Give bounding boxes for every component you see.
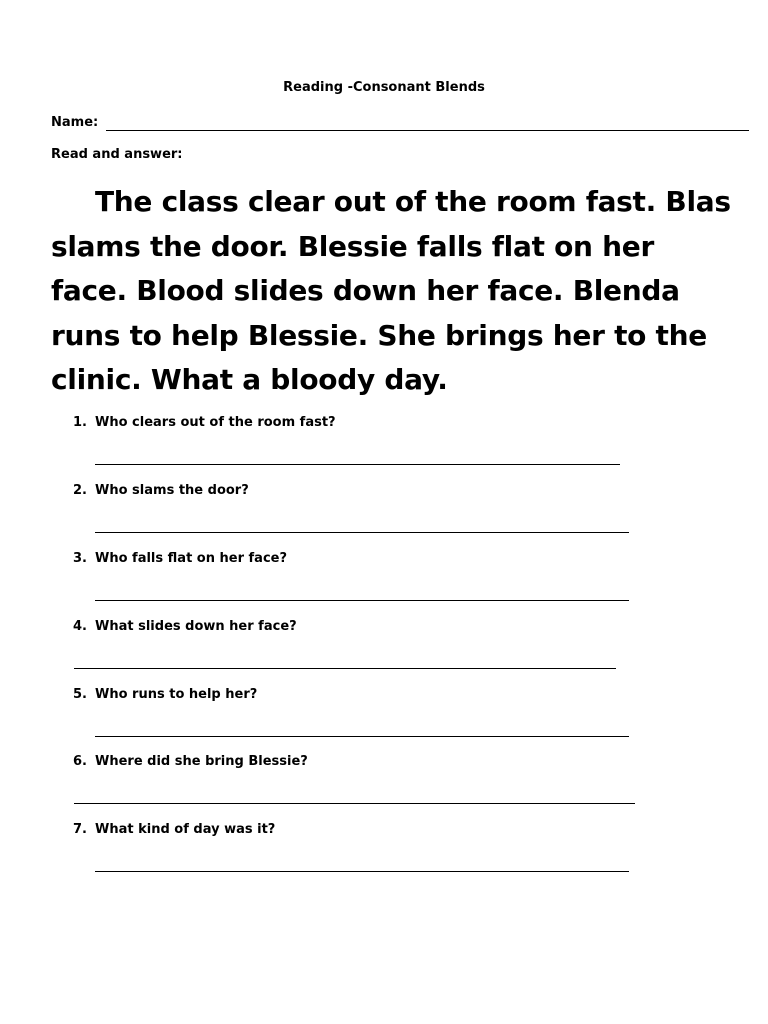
- question-number: 7.: [73, 822, 87, 837]
- name-row: [51, 115, 701, 133]
- question-number: 3.: [73, 551, 87, 566]
- instructions: Read and answer:: [51, 147, 183, 162]
- question-text: Who falls flat on her face?: [95, 551, 288, 566]
- passage-line: slams the door. Blessie falls flat on her: [51, 229, 654, 263]
- answer-line-3: [95, 600, 629, 601]
- question-text: What kind of day was it?: [95, 822, 276, 837]
- question-number: 2.: [73, 483, 87, 498]
- passage-line: clinic. What a bloody day.: [51, 363, 448, 396]
- answer-line-5: [95, 736, 629, 737]
- answer-line-1: [95, 464, 620, 465]
- question-text: Who clears out of the room fast?: [95, 415, 336, 430]
- question-text: What slides down her face?: [95, 619, 297, 634]
- question-number: 5.: [73, 687, 87, 702]
- question-text: Who runs to help her?: [95, 687, 258, 702]
- answer-line-2: [95, 532, 629, 533]
- answer-line-4: [74, 668, 616, 669]
- question-number: 6.: [73, 754, 87, 769]
- answer-line-6: [74, 803, 635, 804]
- name-answer-line: [106, 130, 749, 131]
- passage-line: face. Blood slides down her face. Blenda: [51, 274, 680, 307]
- question-3: [73, 551, 287, 566]
- question-text: Who slams the door?: [95, 483, 249, 498]
- reading-passage: [51, 180, 731, 403]
- question-4: [73, 619, 297, 634]
- question-1: [73, 415, 336, 430]
- question-number: 4.: [73, 619, 87, 634]
- question-6: [73, 754, 308, 769]
- name-label: Name:: [51, 115, 99, 130]
- question-5: [73, 687, 257, 702]
- question-7: [73, 822, 275, 837]
- question-text: Where did she bring Blessie?: [95, 754, 308, 769]
- question-2: [73, 483, 249, 498]
- question-number: 1.: [73, 415, 87, 430]
- answer-line-7: [95, 871, 629, 872]
- worksheet-title: Reading -Consonant Blends: [283, 80, 485, 95]
- passage-line: The class clear out of the room fast. Blas: [95, 185, 731, 218]
- passage-line: runs to help Blessie. She brings her to the: [51, 318, 707, 352]
